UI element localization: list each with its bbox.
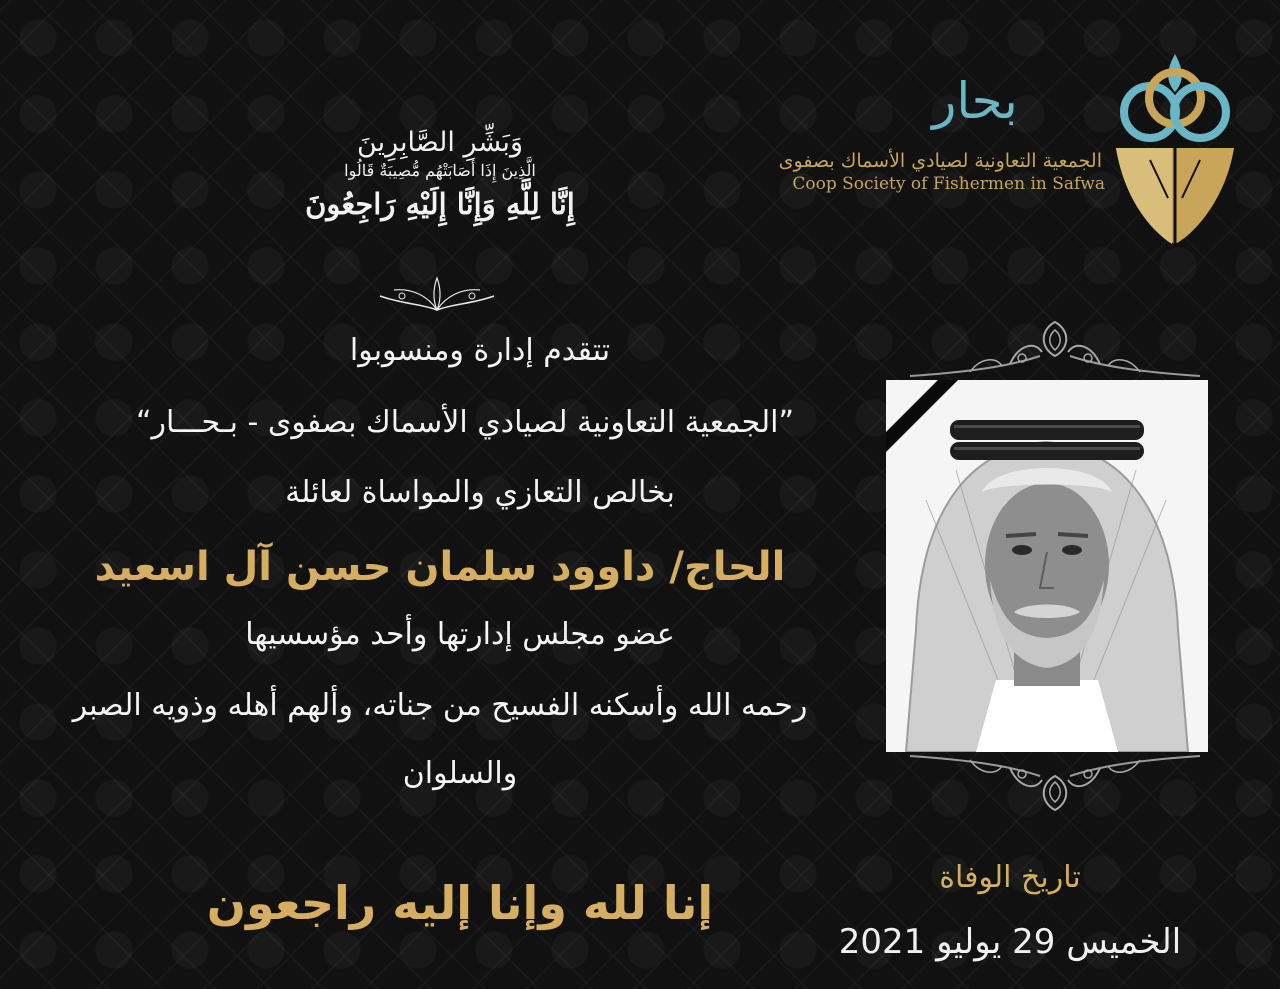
deceased-name: الحاج/ داوود سلمان حسن آل اسعيد: [94, 544, 786, 590]
death-date-label: تاريخ الوفاة: [939, 860, 1081, 895]
calligraphy-line-3: إِنَّا لِلَّهِ وَإِنَّا إِلَيْهِ رَاجِعُونَ: [305, 187, 575, 221]
message-line-3: بخالص التعازي والمواساة لعائلة: [285, 475, 675, 510]
message-line-2: ”الجمعية التعاونية لصيادي الأسماك بصفوى - بـحـــار“: [135, 405, 795, 440]
message-line-5: رحمه الله وأسكنه الفسيح من جناته، وألهم أهله وذويه الصبر: [72, 688, 808, 723]
calligraphy-line-1: وَبَشِّرِ الصَّابِرِينَ: [357, 127, 523, 158]
death-date-value: الخميس 29 يوليو 2021: [838, 922, 1182, 962]
logo-name-arabic: بحار: [932, 72, 1018, 130]
closing-phrase: إنا لله وإنا إليه راجعون: [206, 876, 714, 930]
portrait-illustration: [886, 380, 1208, 752]
bahar-logo-icon: [1110, 48, 1240, 246]
calligraphy-line-2: الَّذِينَ إِذَا أَصَابَتْهُم مُّصِيبَةٌ قَالُوا: [344, 161, 536, 180]
deceased-portrait: [886, 380, 1208, 752]
logo-subtitle-arabic: الجمعية التعاونية لصيادي الأسماك بصفوى: [778, 150, 1102, 172]
flourish-ornament-icon: [372, 274, 502, 314]
logo-subtitle-english: Coop Society of Fishermen in Safwa: [792, 174, 1105, 194]
message-line-6: والسلوان: [402, 756, 518, 791]
frame-ornament-top-icon: [910, 316, 1200, 380]
frame-ornament-bottom-icon: [910, 752, 1200, 816]
message-line-1: تتقدم إدارة ومنسوبوا: [349, 333, 611, 368]
quran-calligraphy: [300, 126, 580, 226]
message-line-4: عضو مجلس إدارتها وأحد مؤسسيها: [245, 617, 675, 652]
